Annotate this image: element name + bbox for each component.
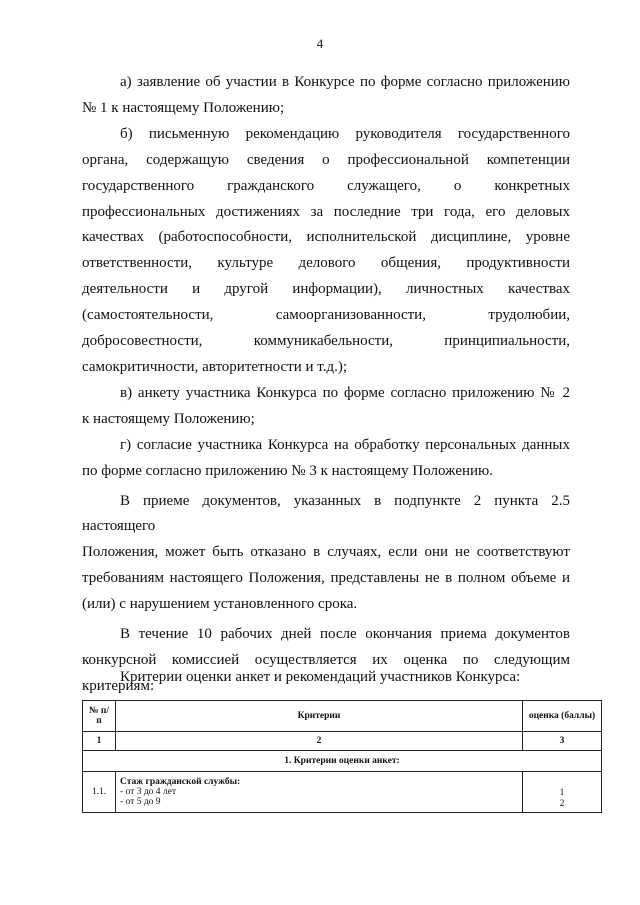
table-header-row: [83, 701, 602, 732]
paragraph-refusal-line-4: (или) с нарушением установленного срока.: [82, 596, 358, 613]
table-row: [83, 772, 602, 813]
header-criteria: Критерии: [116, 701, 523, 732]
paragraph-b-line-3: государственного гражданского служащего, о конкретных: [82, 177, 570, 194]
column-number-row: [83, 732, 602, 751]
column-number-1: 1: [83, 732, 116, 751]
section-row: [83, 751, 602, 772]
paragraph-g-line-1: г) согласие участника Конкурса на обработку персональных данных: [120, 436, 570, 453]
header-score: оценка (баллы): [523, 701, 602, 732]
paragraph-b-line-7: деятельности и другой информации), личностных качествах: [82, 281, 570, 298]
paragraph-b-line-9: добросовестности, коммуникабельности, принципиальности,: [82, 333, 570, 350]
paragraph-b-line-10: самокритичности, авторитетности и т.д.);: [82, 358, 347, 375]
row-criteria: [116, 772, 523, 813]
row-option-1: - от 3 до 4 лет: [120, 787, 177, 797]
paragraph-b-line-8: (самостоятельности, самоорганизованности, трудолюбии,: [82, 307, 570, 324]
paragraph-a-line-2: № 1 к настоящему Положению;: [82, 99, 285, 116]
row-score-2: 2: [559, 799, 565, 809]
row-scores: [523, 772, 602, 813]
paragraph-b-line-2: органа, содержащую сведения о профессиональной компетенции: [82, 151, 570, 168]
paragraph-g-line-2: по форме согласно приложению № 3 к настоящему Положению.: [82, 462, 493, 479]
column-number-2: 2: [116, 732, 523, 751]
criteria-table: [82, 700, 602, 813]
paragraph-b-line-6: ответственности, культуре делового общения, продуктивности: [82, 255, 570, 272]
paragraph-v-line-2: к настоящему Положению;: [82, 410, 255, 427]
paragraph-b-line-1: б) письменную рекомендацию руководителя государственного: [120, 125, 570, 142]
page-number: 4: [316, 36, 324, 51]
section-title: 1. Критерии оценки анкет:: [83, 751, 602, 772]
paragraph-evaluation-line-2: конкурсной комиссией осуществляется их оценка по следующим: [82, 651, 570, 668]
header-number: № п/п: [83, 701, 116, 732]
row-criteria-title: Стаж гражданской службы:: [120, 777, 241, 787]
document-body: [82, 70, 570, 700]
row-number: 1.1.: [83, 772, 116, 813]
row-option-2: - от 5 до 9: [120, 797, 161, 807]
paragraph-refusal-line-1: В приеме документов, указанных в подпункте 2 пункта 2.5 настоящего: [82, 492, 570, 535]
paragraph-b-line-4: профессиональных достижениях за последние три года, его деловых: [82, 203, 570, 220]
paragraph-refusal-line-2: Положения, может быть отказано в случаях, если они не соответствуют: [82, 544, 570, 561]
row-score-1: 1: [559, 788, 565, 798]
paragraph-refusal-line-3: требованиям настоящего Положения, представлены не в полном объеме и: [82, 570, 570, 587]
column-number-3: 3: [523, 732, 602, 751]
paragraph-b-line-5: качествах (работоспособности, исполнительской дисциплине, уровне: [82, 229, 570, 246]
paragraph-evaluation-line-1: В течение 10 рабочих дней после окончания приема документов: [120, 626, 570, 643]
paragraph-evaluation-line-3: критериям:: [82, 677, 155, 694]
paragraph-v-line-1: в) анкету участника Конкурса по форме согласно приложению № 2: [120, 384, 570, 401]
paragraph-a-line-1: а) заявление об участии в Конкурсе по форме согласно приложению: [120, 74, 570, 90]
table-caption: Критерии оценки анкет и рекомендаций участников Конкурса:: [120, 669, 521, 685]
